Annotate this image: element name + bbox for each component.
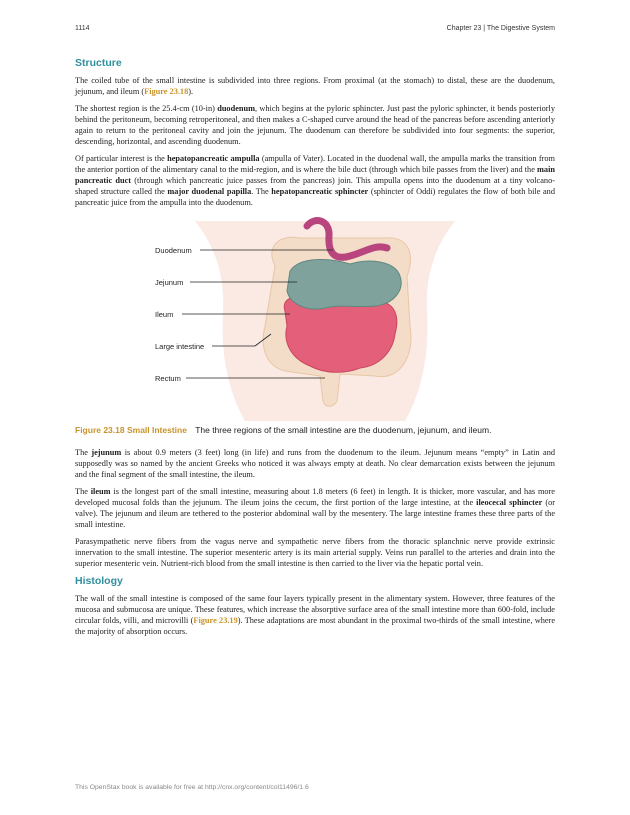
footer-note: This OpenStax book is available for free at http://cnx.org/content/col11496/1.6 xyxy=(75,784,309,791)
section-heading-structure: Structure xyxy=(75,57,122,69)
text: The wall of the small intestine is composed of the same four layers typically present in the alimentary system. However, three features of the mucosa and submucosa are unique. These features, which increase the absorptive surface area of the small intestine more than 600-fold, include circular folds, villi, and microvilli ( xyxy=(75,594,555,625)
label-duodenum: Duodenum xyxy=(155,246,192,255)
figure-link[interactable]: Figure 23.19 xyxy=(193,616,238,625)
key-term: jejunum xyxy=(91,448,122,457)
small-intestine-illustration xyxy=(75,216,555,421)
figure-caption xyxy=(75,425,555,435)
text: The coiled tube of the small intestine is subdivided into three regions. From proximal (at the stomach) to distal, these are the duodenum, jejunum, and ileum ( xyxy=(75,76,555,96)
text: is about 0.9 meters (3 feet) long (in life) and runs from the duodenum to the ileum. Jejunum means “empty” in Latin and supposedly was so named by the ancient Greeks who noticed it was always empty at death. No clear demarcation exists between the jejunum and the final segment of the small intestine, the ileum. xyxy=(75,448,555,479)
chapter-header xyxy=(447,25,555,32)
section-heading-histology: Histology xyxy=(75,575,123,587)
label-rectum: Rectum xyxy=(155,374,181,383)
text: The xyxy=(75,487,91,496)
chapter-number: Chapter 23 xyxy=(446,25,482,32)
key-term: hepatopancreatic sphincter xyxy=(271,187,369,196)
key-term: duodenum xyxy=(217,104,256,113)
ileum-shape xyxy=(284,296,397,372)
paragraph xyxy=(75,153,555,208)
text: ). These adaptations are most abundant in the proximal two-thirds of the small intestine, where the majority of absorption occurs. xyxy=(75,616,556,636)
page-number: 1114 xyxy=(75,25,90,32)
caption-label: Figure 23.18 Small Intestine xyxy=(75,425,187,435)
paragraph xyxy=(75,103,555,147)
key-term: ileum xyxy=(90,487,111,496)
text: (through which pancreatic juice passes from the pancreas) join. This ampulla opens into the duodenum at a tiny volcano-shaped structure called the xyxy=(75,176,555,196)
caption-text: The three regions of the small intestine are the duodenum, jejunum, and ileum. xyxy=(195,425,492,435)
key-term: main pancreatic duct xyxy=(75,165,555,185)
text: The xyxy=(75,448,92,457)
text: is the longest part of the small intestine, measuring about 1.8 meters (6 feet) in length. It is thicker, more vascular, and has more developed mucosal folds than the jejunum. The ileum joins the cecum, the first portion of the large intestine, at the xyxy=(75,487,555,507)
label-ileum: Ileum xyxy=(155,310,174,319)
figure-link[interactable]: Figure 23.18 xyxy=(144,87,189,96)
key-term: ileocecal sphincter xyxy=(476,498,543,507)
paragraph: Parasympathetic nerve fibers from the vagus nerve and sympathetic nerve fibers from the thoracic splanchnic nerve provide extrinsic innervation to the small intestine. The superior mesenteric artery is its main arterial supply. Veins run parallel to the arteries and drain into the superior mesenteric vein. Nutrient-rich blood from the small intestine is then carried to the liver via the hepatic portal vein. xyxy=(75,537,555,568)
small-intestine-figure xyxy=(75,216,555,421)
text: (sphincter of Oddi) regulates the flow of both bile and pancreatic juice from the ampulla into the duodenum. xyxy=(75,187,555,207)
text: The shortest region is the 25.4-cm (10-in) xyxy=(75,104,218,113)
paragraph xyxy=(75,75,555,97)
page-content xyxy=(75,57,555,643)
paragraph xyxy=(75,486,555,530)
key-term: hepatopancreatic ampulla xyxy=(167,154,260,163)
label-jejunum: Jejunum xyxy=(155,278,184,287)
paragraph xyxy=(75,447,555,480)
text: (ampulla of Vater). Located in the duodenal wall, the ampulla marks the transition from the anterior portion of the alimentary canal to the mid-region, and is where the bile duct (through which bile passes from the liver) and the xyxy=(75,154,555,174)
chapter-title: The Digestive System xyxy=(486,25,555,32)
jejunum-shape xyxy=(287,260,401,310)
text: (or valve). The jejunum and ileum are tethered to the posterior abdominal wall by the mesentery. The large intestine frames these three parts of the small intestine. xyxy=(75,498,555,529)
text: ). xyxy=(188,87,194,96)
paragraph xyxy=(75,593,555,637)
text: , which begins at the pyloric sphincter. Just past the pyloric sphincter, it bends posteriorly behind the peritoneum, becoming retroperitoneal, and then makes a C-shaped curve around the head of the pancreas before ascending anteriorly again to return to the peritoneal cavity and join the jejunum. The duodenum can therefore be subdivided into four segments: the superior, descending, horizontal, and ascending duodenum. xyxy=(75,104,555,146)
key-term: major duodenal papilla xyxy=(167,187,252,196)
label-large-intestine: Large intestine xyxy=(155,342,205,351)
text: Of particular interest is the xyxy=(75,154,168,163)
text: . The xyxy=(251,187,272,196)
header-separator: | xyxy=(483,25,486,32)
